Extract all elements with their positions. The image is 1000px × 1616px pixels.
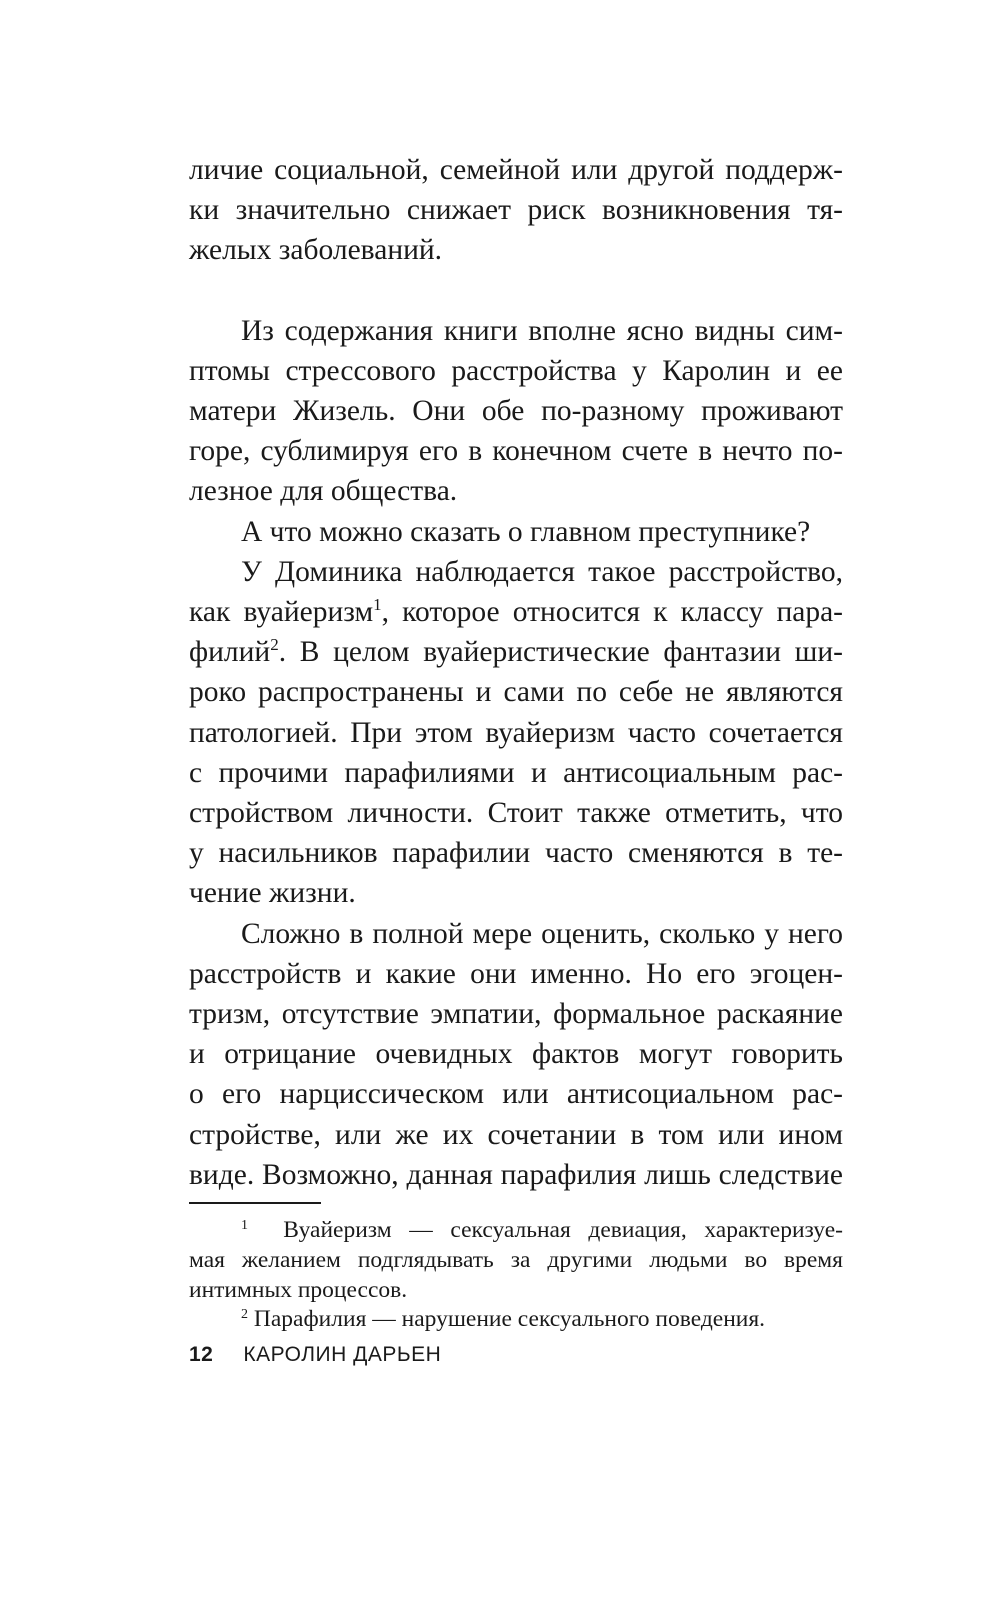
footnote-marker: 2 (270, 635, 279, 655)
footnote-marker: 1 (373, 595, 382, 615)
text-line: чение жизни. (189, 877, 356, 910)
text-line (189, 1305, 843, 1335)
text-line: стройством личности. Стоит также отметить, что (189, 797, 843, 830)
paragraph (189, 512, 843, 552)
footnote-2 (189, 1305, 843, 1335)
text-run: . В целом вуайеристические фантазии ши- (278, 636, 843, 669)
text-run: Вуайеризм — сексуальная девиация, характеризуе- (283, 1217, 844, 1243)
text-line: роко распространены и сами по себе не являются (189, 676, 843, 709)
text-line: интимных процессов. (189, 1276, 408, 1303)
page-footer (189, 1343, 441, 1367)
text-run: филий (189, 636, 271, 669)
text-line: патологией. При этом вуайеризм часто сочетается (189, 716, 843, 749)
text-line: стройстве, или же их сочетании в том или ином (189, 1118, 843, 1151)
text-line: с прочими парафилиями и антисоциальным рас- (189, 756, 843, 789)
text-line: Из содержания книги вполне ясно видны сим- (241, 314, 843, 347)
text-run: как вуайеризм (189, 596, 374, 629)
paragraph (189, 311, 843, 512)
text-line (189, 592, 843, 632)
text-line: птомы стрессового расстройства у Каролин и ее (189, 354, 843, 387)
paragraph-gap (189, 271, 843, 311)
paragraph (189, 914, 843, 1195)
text-run: , которое относится к классу пара- (381, 596, 844, 629)
text-line: у насильников парафилии часто сменяются в те- (189, 837, 843, 870)
text-line: желых заболеваний. (189, 234, 443, 267)
text-line: тризм, отсутствие эмпатии, формальное раскаяние (189, 998, 843, 1031)
text-line (189, 1216, 843, 1246)
text-line: виде. Возможно, данная парафилия лишь следствие (189, 1158, 843, 1191)
footnote-divider (189, 1202, 321, 1204)
text-line: А что можно сказать о главном преступнике? (241, 515, 811, 548)
text-line: Сложно в полной мере оценить, сколько у него (241, 917, 843, 950)
text-line: о его нарциссическом или антисоциальном рас- (189, 1078, 843, 1111)
paragraph (189, 150, 843, 271)
footnotes (189, 1216, 843, 1335)
text-line: мая желанием подглядывать за другими людьми во время (189, 1246, 843, 1273)
text-line: ки значительно снижает риск возникновения тя- (189, 194, 843, 227)
paragraph (189, 552, 843, 914)
text-line: личие социальной, семейной или другой поддерж- (189, 154, 843, 186)
footnote-number: 2 (241, 1307, 248, 1323)
text-line (189, 632, 843, 672)
text-run: Парафилия — нарушение сексуального поведения. (253, 1306, 766, 1333)
text-line: У Доминика наблюдается такое расстройство, (241, 555, 843, 588)
text-line: и отрицание очевидных фактов могут говорить (189, 1038, 843, 1071)
text-line: горе, сублимируя его в конечном счете в нечто по- (189, 435, 843, 468)
main-text (189, 150, 843, 1195)
page-number: 12 (189, 1343, 214, 1366)
text-line: матери Жизель. Они обе по-разному проживают (189, 395, 843, 428)
running-header-author: КАРОЛИН ДАРЬЕН (243, 1343, 442, 1366)
text-line: лезное для общества. (189, 475, 458, 508)
footnote-number: 1 (241, 1218, 248, 1233)
text-line: расстройств и какие они именно. Но его эгоцен- (189, 957, 843, 990)
footnote-1 (189, 1216, 843, 1305)
